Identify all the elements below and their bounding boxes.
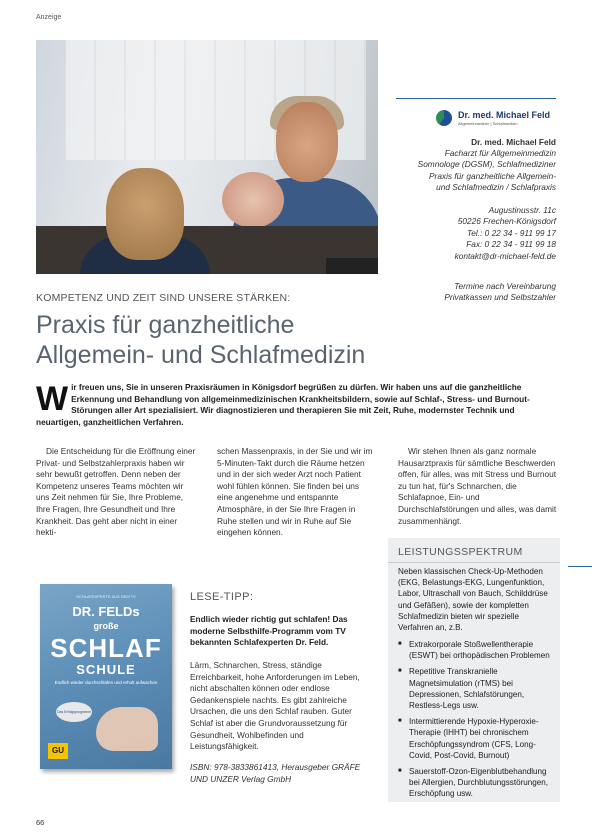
dropcap: W — [36, 380, 69, 418]
consultation-photo — [36, 40, 378, 274]
street: Augustinusstr. 11c — [488, 205, 556, 215]
margin-rule — [568, 566, 592, 567]
book-title-2: SCHULE — [76, 662, 136, 677]
article-column-2: schen Massenpraxis, in der Sie und wir im 5-Minuten-Takt durch die Räume hetzen und in der sich weder Arzt noch Patient wohl fühlen können. Sie finden bei uns eine angenehme und entspannte Atmosphäre, in der Sie Ihre Fragen in Ruhe stellen und wir in Ruhe auf Sie eingehen können. — [217, 446, 373, 538]
fax: Fax: 0 22 34 - 911 99 18 — [466, 239, 556, 250]
patient-head — [106, 168, 184, 260]
article-headline — [36, 310, 365, 370]
tip-body: Lärm, Schnarchen, Stress, ständige Erreichbarkeit, hohe Anforderungen im Leben, nicht abschalten können oder endlose Gedankenspiele nachts. Es gibt zahlreiche Ursachen, die uns den Schlaf rauben. Guter Schlaf ist aber die Grundvoraussetzung für Gesundheit, Wohlbefinden und Leistungsfähigkeit. — [190, 660, 360, 752]
publisher-logo: GU — [48, 743, 68, 759]
article-kicker: KOMPETENZ UND ZEIT SIND UNSERE STÄRKEN: — [36, 292, 291, 304]
contact-divider — [396, 98, 556, 99]
services-list — [398, 639, 554, 805]
service-item: ■ Intermittierende Hypoxie-Hyperoxie-Therapie (IHHT) bei chronischem Erschöpfungssyndrom (CFS, Long-Covid, Post-Covid, Burnout) — [398, 716, 554, 761]
appointment-line: Termine nach Vereinbarung — [454, 281, 556, 291]
service-item: ■ Sauerstoff-Ozon-Eigenblutbehandlung bei Allergien, Durchblutungsstörungen, Erschöpfung usw. — [398, 766, 554, 800]
contact-title-line: Facharzt für Allgemeinmedizin — [444, 148, 556, 158]
page-number: 66 — [36, 818, 45, 827]
contact-address — [376, 205, 556, 262]
laptop — [326, 258, 378, 274]
book-subtitle: Endlich wieder durchschlafen und erholt aufwachen — [54, 680, 158, 685]
contact-titles — [376, 148, 556, 194]
book-cover — [40, 584, 172, 769]
phone[interactable]: Tel.: 0 22 34 - 911 99 17 — [466, 227, 556, 238]
book-adjective: große — [93, 621, 119, 631]
practice-logo-icon — [436, 110, 452, 126]
appointment-note — [376, 281, 556, 304]
service-item: ■ Repetitive Transkranielle Magnetsimulation (rTMS) bei Depressionen, Schlafstörungen, Restless-Legs usw. — [398, 666, 554, 711]
email-link[interactable]: kontakt@dr-michael-feld.de — [454, 250, 556, 261]
contact-name: Dr. med. Michael Feld — [471, 137, 556, 147]
article-column-1: Die Entscheidung für die Eröffnung einer Privat- und Selbstzahlerpraxis haben wir sehr bewußt getroffen. Denn neben der Kompetenz unseres Teams möchten wir uns Zeit nehmen für Sie, Ihre Probleme, Ihre Fragen, Ihre Gesundheit und Ihre Krankheit. Das geht aber nicht in einer hekti- — [36, 446, 196, 538]
tip-title: LESE-TIPP: — [190, 591, 254, 603]
contact-title-line: Somnologe (DGSM), Schlafmediziner — [417, 159, 556, 170]
book-stamp: Das Erfolgsprogramm — [56, 702, 92, 722]
book-author: DR. FELDs — [72, 604, 140, 619]
advert-label: Anzeige — [36, 14, 62, 21]
doctor-head — [276, 102, 338, 182]
services-intro: Neben klassischen Check-Up-Methoden (EKG, Belastungs-EKG, Lungenfunktion, Labor, Ultraschall von Bauch, Schilddrüse und Gefäßen), sowie der kompletten Schlafmedizin bieten wir spezielle Verfahren an, z.B. — [398, 567, 548, 633]
intro-text: ir freuen uns, Sie in unseren Praxisräumen in Königsdorf begrüßen zu dürfen. Wir haben uns auf die ganzheitliche Erkennung und Behandlung von allgemeinmedizinischen Krankheitsbildern, sowie auf Schlaf-, Stress- und Burnout-Störungen aller Art spezialisiert. Wir diagnostizieren und therapieren Sie mit Zeit, Ruhe, modernster Technik und neuartigen, ganzheitlichen Verfahren. — [36, 382, 530, 427]
book-top-line: SCHLAFEXPERTE AUS DEM TV — [76, 594, 136, 599]
article-column-3: Wir stehen Ihnen als ganz normale Hausarztpraxis für sämtliche Beschwerden offen, für alles, was mit Stress und Burnout zu tun hat, für's Schnarchen, die Schlafapnoe, Ein- und Durchschlafstörungen und alles, was damit zusammenhängt. — [398, 446, 557, 526]
anatomical-head-model — [222, 172, 284, 228]
book-title-1: SCHLAF — [50, 633, 162, 663]
tip-isbn: ISBN: 978-3833861413, Herausgeber GRÄFE UND UNZER Verlag GmbH — [190, 762, 361, 784]
contact-title-line: Praxis für ganzheitliche Allgemein- — [429, 170, 556, 181]
tip-lead: Endlich wieder richtig gut schlafen! Das moderne Selbsthilfe-Programm vom TV bekannten Schlafexperten Dr. Feld. — [190, 614, 348, 648]
services-title: LEISTUNGSSPEKTRUM — [398, 546, 523, 558]
city: 50226 Frechen-Königsdorf — [457, 216, 556, 227]
logo-name: Dr. med. Michael Feld — [458, 110, 551, 120]
headline-line-1: Praxis für ganzheitliche — [36, 311, 295, 339]
insurance-line: Privatkassen und Selbstzahler — [444, 292, 556, 303]
service-item: ■ Extrakorporale Stoßwellentherapie (ESWT) bei orthopädischen Problemen — [398, 639, 554, 661]
article-intro — [36, 382, 556, 428]
contact-title-line: und Schlafmedizin / Schlafpraxis — [436, 182, 556, 193]
logo-subline: Allgemeinmedizin | Schlafmedizin — [458, 121, 518, 126]
book-feet-illustration — [96, 707, 158, 751]
headline-line-2: Allgemein- und Schlafmedizin — [36, 341, 366, 369]
services-divider — [388, 562, 560, 563]
